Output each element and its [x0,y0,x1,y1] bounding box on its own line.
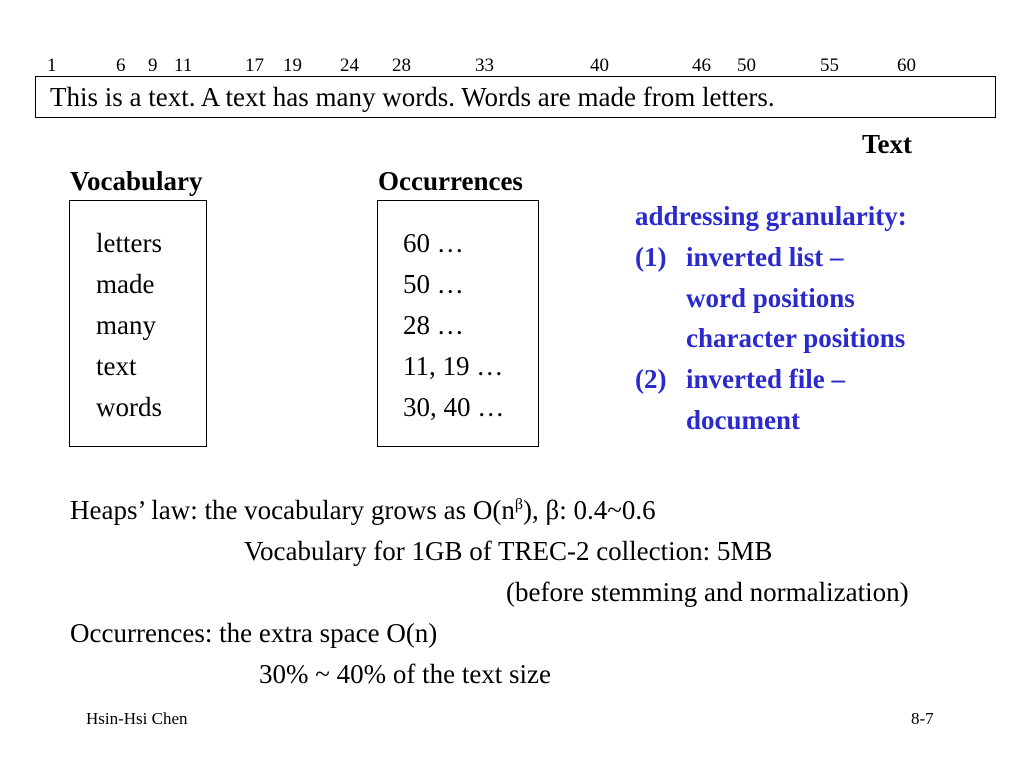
position-number: 50 [737,55,756,76]
footer-author: Hsin-Hsi Chen [86,709,188,728]
text-label: Text [862,129,913,159]
position-number: 1 [47,55,57,76]
granularity-subitem: document [686,405,800,435]
vocabulary-list [96,223,162,428]
vocabulary-box [69,200,207,447]
sample-sentence: This is a text. A text has many words. Words are made from letters. [50,82,775,112]
position-number: 28 [392,55,411,76]
position-number: 40 [590,55,609,76]
list-item: text [96,351,137,381]
heaps-law-line [70,495,656,526]
occurrences-space-line: Occurrences: the extra space O(n) [70,618,438,648]
granularity-item-text: inverted list – [686,242,844,272]
granularity-item-text: inverted file – [686,364,845,394]
list-item: 28 … [403,310,464,340]
beta-superscript: β [514,496,523,513]
heaps-law-suffix: ), β: 0.4~0.6 [523,495,656,525]
list-item: 11, 19 … [403,351,504,381]
position-number: 46 [692,55,711,76]
list-item: words [96,392,162,422]
list-item: many [96,310,156,340]
granularity-subitem: character positions [686,323,906,353]
occurrences-box [377,200,539,447]
stemming-note: (before stemming and normalization) [506,577,909,607]
position-number: 17 [245,55,264,76]
position-number: 55 [820,55,839,76]
list-item: 30, 40 … [403,392,505,422]
page-number: 8-7 [911,709,934,728]
list-item: made [96,269,155,299]
position-number: 33 [475,55,494,76]
position-number: 9 [148,55,158,76]
occurrences-size-line: 30% ~ 40% of the text size [259,659,552,689]
granularity-title: addressing granularity: [635,201,907,231]
position-number: 11 [174,55,193,76]
vocabulary-size-line: Vocabulary for 1GB of TREC-2 collection: 5MB [244,536,773,566]
list-item: 50 … [403,269,464,299]
occurrences-heading: Occurrences [378,166,523,196]
granularity-item-number: (1) [635,242,667,272]
position-number: 19 [283,55,302,76]
granularity-item-number: (2) [635,364,667,394]
occurrences-list [403,223,504,428]
vocabulary-heading: Vocabulary [70,166,203,196]
position-number: 60 [897,55,916,76]
list-item: letters [96,228,162,258]
position-number: 6 [116,55,126,76]
sample-text-box [35,76,996,118]
granularity-subitem: word positions [686,283,855,313]
position-number: 24 [340,55,359,76]
list-item: 60 … [403,228,464,258]
heaps-law-prefix: Heaps’ law: the vocabulary grows as O(n [70,495,515,525]
